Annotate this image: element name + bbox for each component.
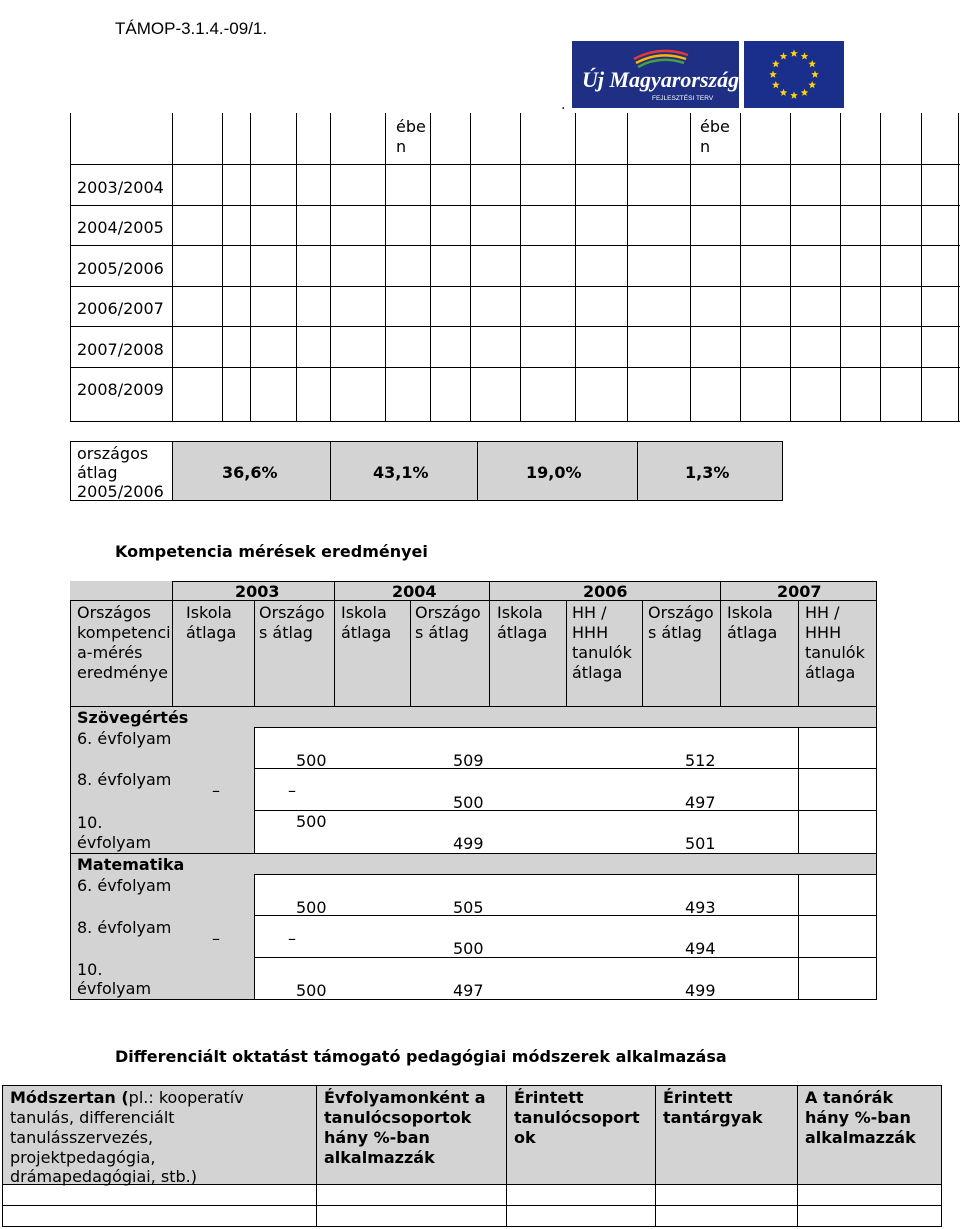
value: 493 — [685, 898, 716, 917]
methods-header-line: projektpedagógia, — [10, 1148, 156, 1167]
col-head: átlaga — [186, 623, 237, 642]
groups-header-line: ok — [514, 1128, 536, 1147]
svg-text:Új Magyarország: Új Magyarország — [582, 67, 739, 92]
value: 500 — [453, 793, 484, 812]
col-head: HH / — [572, 603, 607, 622]
value: 500 — [296, 751, 327, 770]
subjects-header-line: tantárgyak — [663, 1108, 763, 1127]
row-header: eredménye — [77, 663, 168, 682]
col-head: s átlag — [415, 623, 469, 642]
eu-flag-logo — [744, 41, 844, 108]
svg-text:FEJLESZTÉSI TERV: FEJLESZTÉSI TERV — [652, 95, 714, 102]
grade-label: 10. — [77, 960, 103, 979]
methods-header-line: tanulásszervezés, — [10, 1128, 154, 1147]
grade-header-line: hány %-ban — [324, 1128, 430, 1147]
grade-label: évfolyam — [77, 833, 152, 852]
col-head: Iskola — [341, 603, 387, 622]
col-head: Iskola — [497, 603, 543, 622]
stray-dot: . — [561, 97, 566, 113]
value: 497 — [453, 981, 484, 1000]
grade-label: évfolyam — [77, 979, 152, 998]
value: 500 — [296, 981, 327, 1000]
groups-header-line: tanulócsoport — [514, 1108, 640, 1127]
methods-header-line: tanulás, differenciált — [10, 1108, 175, 1127]
year-header: 2006 — [583, 582, 628, 601]
year-row-label: 2005/2006 — [77, 259, 164, 278]
col-head: Országo — [259, 603, 325, 622]
col-head: Iskola — [186, 603, 232, 622]
uj-magyarorszag-logo — [572, 41, 739, 108]
grade-label: 6. évfolyam — [77, 876, 172, 895]
competency-section-title: Kompetencia mérések eredményei — [115, 542, 428, 561]
year-row-label: 2004/2005 — [77, 218, 164, 237]
col-head: átlaga — [727, 623, 778, 642]
value: 501 — [685, 834, 716, 853]
year-header: 2003 — [235, 582, 280, 601]
col-head: HH / — [805, 603, 840, 622]
section-title: Szövegértés — [77, 708, 189, 727]
column-fragment: n — [396, 137, 407, 156]
col-head: átlaga — [572, 663, 623, 682]
value: 499 — [685, 981, 716, 1000]
value: 509 — [453, 751, 484, 770]
value: 505 — [453, 898, 484, 917]
col-head: Országo — [415, 603, 481, 622]
value: 497 — [685, 793, 716, 812]
year-header: 2004 — [392, 582, 437, 601]
column-fragment: ébe — [396, 117, 426, 136]
col-head: tanulók — [805, 643, 865, 662]
avg-value: 1,3% — [685, 463, 730, 482]
value: 512 — [685, 751, 716, 770]
avg-value: 43,1% — [373, 463, 429, 482]
avg-value: 19,0% — [526, 463, 582, 482]
lessons-header-line: alkalmazzák — [805, 1128, 916, 1147]
col-head: tanulók — [572, 643, 632, 662]
col-head: Iskola — [727, 603, 773, 622]
col-head: s átlag — [259, 623, 313, 642]
row-header: Országos — [77, 603, 151, 622]
col-head: átlaga — [805, 663, 856, 682]
col-head: HHH — [805, 623, 842, 642]
value: 499 — [453, 834, 484, 853]
value: 500 — [296, 812, 327, 831]
grade-header-line: tanulócsoportok — [324, 1108, 472, 1127]
grade-label: 6. évfolyam — [77, 729, 172, 748]
column-fragment: n — [700, 137, 711, 156]
grade-header-line: Évfolyamonként a — [324, 1088, 486, 1107]
dash: – — [212, 929, 220, 948]
avg-label: 2005/2006 — [77, 482, 164, 501]
section-title: Matematika — [77, 855, 185, 874]
year-row-label: 2003/2004 — [77, 178, 164, 197]
col-head: HHH — [572, 623, 609, 642]
methods-header-line: Módszertan (pl.: kooperatív — [10, 1088, 244, 1107]
col-head: átlaga — [341, 623, 392, 642]
col-head: átlaga — [497, 623, 548, 642]
grade-label: 10. — [77, 813, 103, 832]
row-header: a-mérés — [77, 643, 143, 662]
differentiated-section-title: Differenciált oktatást támogató pedagógiai módszerek alkalmazása — [115, 1047, 727, 1066]
year-row-label: 2006/2007 — [77, 299, 164, 318]
value: 500 — [296, 898, 327, 917]
lessons-header-line: A tanórák — [805, 1088, 894, 1107]
year-row-label: 2008/2009 — [77, 380, 164, 399]
grade-label: 8. évfolyam — [77, 770, 172, 789]
year-header: 2007 — [777, 582, 822, 601]
avg-label: országos — [77, 444, 149, 463]
dash: – — [212, 781, 220, 800]
avg-label: átlag — [77, 463, 118, 482]
avg-value: 36,6% — [222, 463, 278, 482]
groups-header-line: Érintett — [514, 1088, 584, 1107]
column-fragment: ébe — [700, 117, 730, 136]
grade-header-line: alkalmazzák — [324, 1148, 435, 1167]
methods-header-line: drámapedagógiai, stb.) — [10, 1167, 197, 1186]
value: 500 — [453, 939, 484, 958]
col-head: Országo — [648, 603, 714, 622]
lessons-header-line: hány %-ban — [805, 1108, 911, 1127]
col-head: s átlag — [648, 623, 702, 642]
subjects-header-line: Érintett — [663, 1088, 733, 1107]
row-header: kompetenci — [77, 623, 171, 642]
document-code: TÁMOP-3.1.4.-09/1. — [115, 19, 268, 38]
dash: – — [288, 929, 296, 948]
grade-label: 8. évfolyam — [77, 918, 172, 937]
dash: – — [288, 781, 296, 800]
year-row-label: 2007/2008 — [77, 340, 164, 359]
value: 494 — [685, 939, 716, 958]
